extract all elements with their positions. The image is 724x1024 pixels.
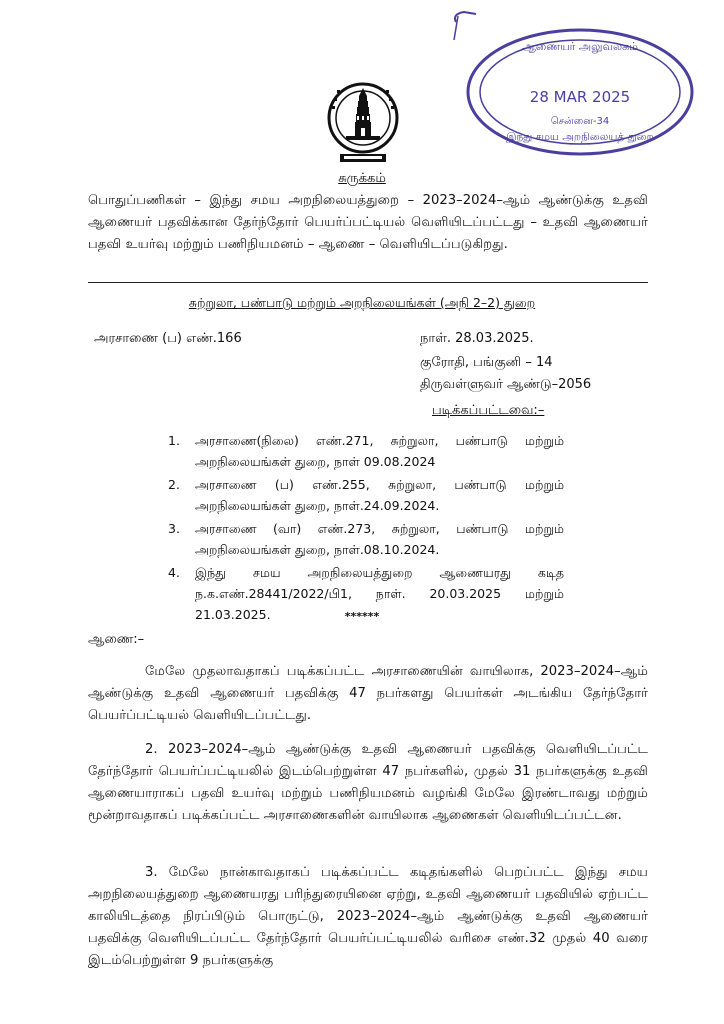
order-paragraph-2: 2. 2023–2024–ஆம் ஆண்டுக்கு உதவி ஆணையர் பதவிக்கு வெளியிடப்பட்ட தேர்ந்தோர் பெயர்ப்பட்டியலில் இடம்பெற்றுள்ள 47 நபர்களில், முதல் 31 நபர்களுக்கு உதவி ஆணையாராகப் பதவி உயர்வு மற்றும் பணிநியமனம் வழங்கி மேலே இரண்டாவது மற்றும் மூன்றாவதாகப் படிக்கப்பட்ட அரசாணைகளின் வாயிலாக ஆணைகள் வெளியிடப்பட்டன.: [88, 742, 648, 823]
list-item-number: 2.: [168, 477, 180, 492]
list-item-text: இந்து சமய அறநிலையத்துறை ஆணையரது கடித ந.க.எண்.28441/2022/பி1, நாள். 20.03.2025 மற்றும் 21.03.2025.: [195, 565, 564, 622]
list-item: [168, 518, 564, 560]
order-subject: பொதுப்பணிகள் – இந்து சமய அறநிலையத்துறை – 2023–2024–ஆம் ஆண்டுக்கு உதவி ஆணையர் பதவிக்கான தேர்ந்தோர் பெயர்ப்பட்டியல் வெளியிடப்பட்டது – உதவி ஆணையர் பதவி உயர்வு மற்றும் பணிநியமனம் – ஆணை – வெளியிடப்படுகிறது.: [88, 193, 648, 252]
stamp-date: 28 MAR 2025: [529, 88, 631, 106]
tamil-calendar-date: குரோதி, பங்குனி – 14: [420, 355, 553, 370]
stamp-title: ஆணையர் அலுவலகம்: [521, 40, 639, 53]
list-item-text: அரசாணை (வா) எண்.273, சுற்றுலா, பண்பாடு மற்றும் அறநிலையங்கள் துறை, நாள்.08.10.2024.: [195, 521, 564, 557]
references-list: [168, 430, 564, 627]
thiruvalluvar-year: திருவள்ளுவர் ஆண்டு–2056: [420, 377, 592, 392]
order-paragraph-3: 3. மேலே நான்காவதாகப் படிக்கப்பட்ட கடிதங்களில் பெறப்பட்ட இந்து சமய அறநிலையத்துறை ஆணையரது பரிந்துரையினை ஏற்று, உதவி ஆணையர் பதவியில் ஏற்பட்ட காலியிடத்தை நிரப்பிடும் பொருட்டு, 2023–2024–ஆம் ஆண்டுக்கு உதவி ஆணையர் பதவிக்கு வெளியிடப்பட்ட தேர்ந்தோர் பெயர்ப்பட்டியலில் வரிசை எண்.32 முதல் 40 வரை இடம்பெற்றுள்ள 9 நபர்களுக்கு: [88, 865, 648, 968]
list-item-text: அரசாணை (ப) எண்.255, சுற்றுலா, பண்பாடு மற்றும் அறநிலையங்கள் துறை, நாள்.24.09.2024.: [195, 477, 564, 513]
list-item-number: 3.: [168, 521, 180, 536]
list-item-number: 1.: [168, 433, 180, 448]
go-number: அரசாணை (ப) எண்.166: [94, 331, 242, 346]
section-separator: ******: [344, 610, 380, 623]
office-received-stamp: [452, 10, 702, 160]
list-item: [168, 430, 564, 472]
list-item-number: 4.: [168, 565, 180, 580]
references-heading: படிக்கப்பட்டவை:–: [432, 403, 545, 418]
separator-rule: [88, 282, 648, 283]
order-heading: ஆணை:–: [88, 632, 145, 647]
tamil-nadu-state-emblem-icon: [326, 78, 400, 168]
order-date: நாள். 28.03.2025.: [420, 331, 534, 346]
list-item-text: அரசாணை(நிலை) எண்.271, சுற்றுலா, பண்பாடு மற்றும் அறநிலையங்கள் துறை, நாள் 09.08.2024: [195, 433, 564, 469]
summary-heading: சுருக்கம்: [338, 171, 386, 186]
stamp-department: இந்து சமய அறநிலையத் துறை: [506, 131, 654, 143]
department-name: சுற்றுலா, பண்பாடு மற்றும் அறநிலையங்கள் (அநி 2–2) துறை: [188, 295, 536, 310]
stamp-city: சென்னை-34: [550, 116, 610, 127]
list-item: [168, 474, 564, 516]
order-paragraph-1: மேலே முதலாவதாகப் படிக்கப்பட்ட அரசாணையின் வாயிலாக, 2023–2024–ஆம் ஆண்டுக்கு உதவி ஆணையர் பதவிக்கு 47 நபர்களது பெயர்கள் அடங்கிய தேர்ந்தோர் பெயர்ப்பட்டியல் வெளியிடப்பட்டது.: [88, 664, 648, 723]
